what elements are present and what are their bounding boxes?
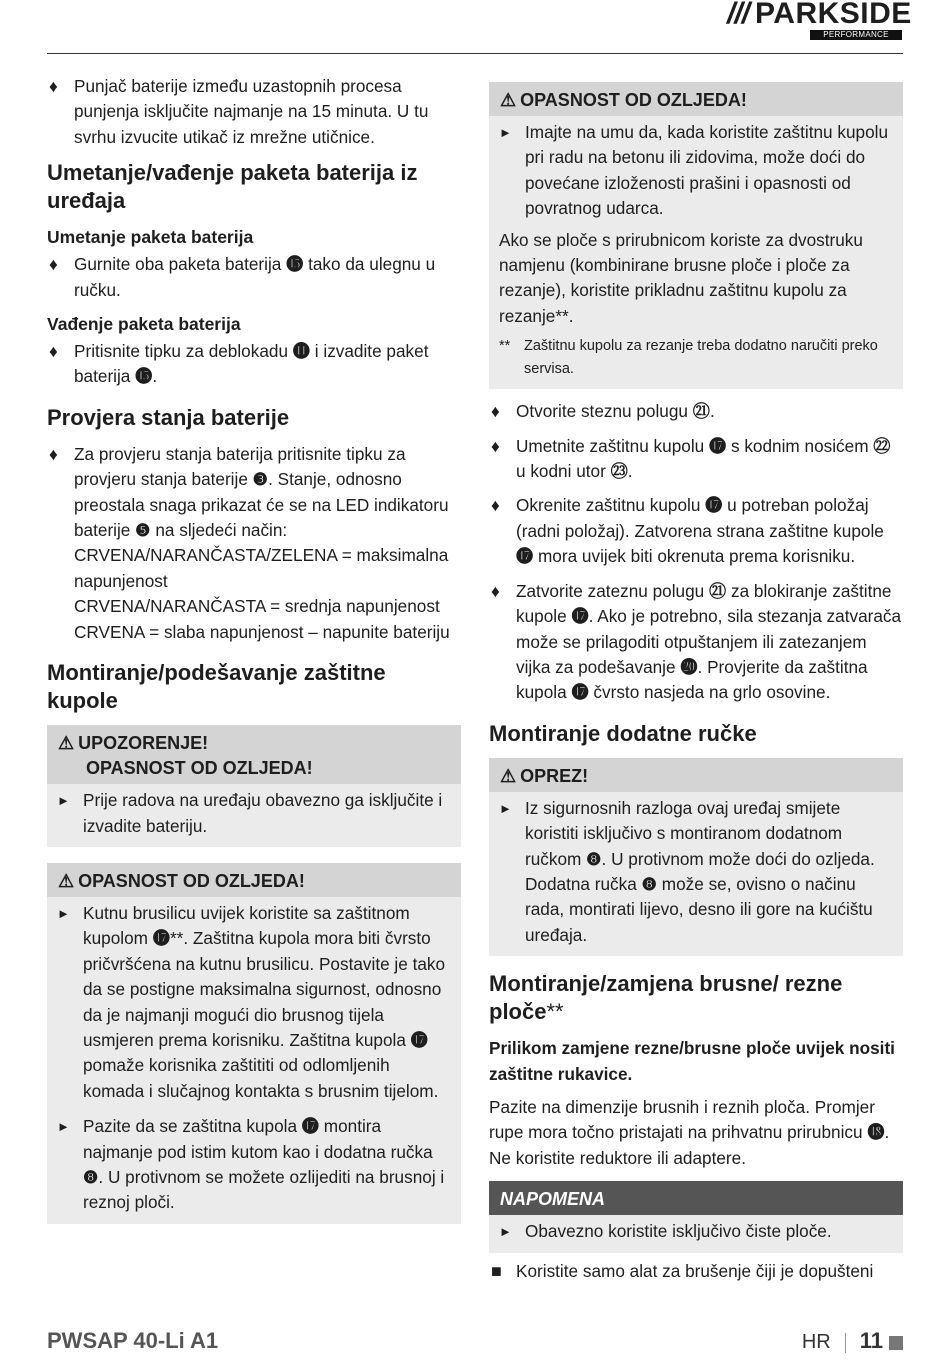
section-heading: Umetanje/vađenje paketa baterija iz uređaja xyxy=(47,160,418,214)
section-heading: Montiranje/zamjena brusne/ rezne ploče** xyxy=(489,971,843,1025)
part-number: ㉑ xyxy=(692,401,710,422)
list-item: ► Iz sigurnosnih razloga ovaj uređaj smijete koristiti isključivo s montiranom dodatnom ručkom ❽. U protivnom može doći do ozljeda. Dodatna ručka ❽ može se, ovisno o načinu rada, montirati lijevo, desno ili gore na kućištu uređaja. xyxy=(499,797,875,945)
list-item: ♦ Umetnite zaštitnu kupolu ⓱ s kodnim nosićem ㉒ u kodni utor ㉓. xyxy=(491,435,891,482)
subsection-heading: Vađenje paketa baterija xyxy=(47,314,241,335)
part-number: ❽ xyxy=(586,848,602,869)
list-item: ♦ Pritisnite tipku za deblokadu ⓫ i izvadite paket baterija ⓯. xyxy=(49,341,429,387)
warning-header: ⚠ OPASNOST OD OZLJEDA! xyxy=(489,82,903,116)
part-number: ⓴ xyxy=(680,656,698,677)
page-number: 11 xyxy=(859,1328,883,1353)
list-item: ♦ Punjač baterije između uzastopnih procesa punjenja isključite najmanje na 15 minuta. U tu svrhu izvucite utikač iz mrežne utičnice. xyxy=(49,76,429,147)
list-item: ► Obavezno koristite isključivo čiste ploče. xyxy=(499,1219,893,1244)
diamond-bullet-icon: ♦ xyxy=(49,254,58,275)
warning-header: ⚠ UPOZORENJE! OPASNOST OD OZLJEDA! xyxy=(47,725,461,784)
arrow-bullet-icon: ► xyxy=(499,1224,512,1240)
list-item: ■ Koristite samo alat za brušenje čiji je dopušteni xyxy=(489,1259,903,1284)
arrow-bullet-icon: ► xyxy=(499,125,512,140)
subsection-heading: Umetanje paketa baterija xyxy=(47,227,254,248)
right-column xyxy=(489,82,903,1293)
warning-triangle-icon: ⚠ xyxy=(58,733,75,754)
note-box xyxy=(489,1181,903,1252)
part-number: ⓱ xyxy=(152,928,170,949)
caution-box xyxy=(489,758,903,956)
caution-header: ⚠ OPREZ! xyxy=(489,758,903,792)
part-number: ⓱ xyxy=(410,1029,428,1050)
model-name: PWSAP 40-Li A1 xyxy=(47,1328,219,1353)
arrow-bullet-icon: ► xyxy=(57,905,70,921)
list-item: ♦ Za provjeru stanja baterija pritisnite tipku za provjeru stanja baterije ❸. Stanje, odnosno preostala snaga prikazat će se na LED indikatoru baterije ❺ na sljedeći način: CRVENA/NARANČASTA/ZELENA = maksimalna napunjenost CRVENA/NARANČASTA = srednja napunjenost CRVENA = slaba napunjenost – napunite bateriju xyxy=(49,443,450,642)
list-item: ♦ Okrenite zaštitnu kupolu ⓱ u potreban položaj (radni položaj). Zatvorena strana zaštitne kupole ⓱ mora uvijek biti okrenuta prema korisniku. xyxy=(491,495,884,567)
warning-triangle-icon: ⚠ xyxy=(500,90,517,110)
part-number: ❺ xyxy=(135,520,151,541)
section-heading: Montiranje/podešavanje zaštitne kupole xyxy=(47,660,386,714)
diamond-bullet-icon: ♦ xyxy=(491,435,500,456)
language-code: HR xyxy=(801,1331,831,1353)
list-item: ► Kutnu brusilicu uvijek koristite sa zaštitnom kupolom ⓱**. Zaštitna kupola mora biti čvrsto pričvršćena na kutnu brusilicu. Postavite je tako da se postigne maksimalna sigurnost, odnosno da je najmanji mogući dio brusnog tijela usmjeren prema korisniku. Zaštitna kupola ⓱ pomaže korisnika zaštititi od odlomljenih komada i slučajnog kontakta s brusnim tijelom. xyxy=(57,902,446,1101)
parkside-logo xyxy=(727,0,912,40)
square-bullet-icon: ■ xyxy=(491,1260,502,1281)
diamond-bullet-icon: ♦ xyxy=(491,401,500,422)
warning-box xyxy=(47,725,461,847)
battery-level-low: CRVENA = slaba napunjenost – napunite bateriju xyxy=(74,621,450,642)
part-number: ⓱ xyxy=(571,606,589,627)
diamond-bullet-icon: ♦ xyxy=(49,76,58,96)
list-item: ► Imajte na umu da, kada koristite zaštitnu kupolu pri radu na betonu ili zidovima, može doći do povećane izloženosti prašini i opasnosti od povratnog udarca. xyxy=(499,122,889,219)
part-number: ❽ xyxy=(83,1166,99,1187)
section-heading: Montiranje dodatne ručke xyxy=(489,720,757,746)
header-divider xyxy=(47,53,903,54)
part-number: ⓱ xyxy=(705,495,723,516)
warning-box xyxy=(47,863,461,1224)
part-number: ⓱ xyxy=(301,1116,319,1137)
part-number: ❸ xyxy=(252,469,269,490)
battery-level-medium: CRVENA/NARANČASTA = srednja napunjenost xyxy=(74,596,440,617)
list-item: ► Prije radova na uređaju obavezno ga isključite i izvadite bateriju. xyxy=(57,790,443,836)
list-item: ► Pazite da se zaštitna kupola ⓱ montira najmanje pod istim kutom kao i dodatna ručka ❽. U protivnom se možete ozlijediti na brusnoj i reznoj ploči. xyxy=(57,1116,445,1213)
section-heading: Provjera stanja baterije xyxy=(47,404,290,430)
arrow-bullet-icon: ► xyxy=(57,1119,70,1135)
part-number: ㉑ xyxy=(709,580,727,601)
part-number: ⓯ xyxy=(135,366,153,387)
part-number: ⓫ xyxy=(292,341,310,362)
part-number: ⓲ xyxy=(867,1122,885,1143)
footer-separator xyxy=(845,1333,846,1353)
list-item: ♦ Zatvorite zateznu polugu ㉑ za blokiranje zaštitne kupole ⓱. Ako je potrebno, sila stezanja zatvarača može se prilagoditi otpuštanjem ili zatezanjem vijka za podešavanje ⓴. Provjerite da zaštitna kupola ⓱ čvrsto nasjeda na grlo osovine. xyxy=(491,580,902,703)
arrow-bullet-icon: ► xyxy=(57,793,70,809)
part-number: ⓱ xyxy=(708,435,727,456)
footnote: ** Zaštitnu kupolu za rezanje treba dodatno naručiti preko servisa. xyxy=(499,338,878,378)
diamond-bullet-icon: ♦ xyxy=(49,341,58,362)
part-number: ㉒ xyxy=(873,435,891,456)
logo-subline: PERFORMANCE xyxy=(810,30,902,40)
diamond-bullet-icon: ♦ xyxy=(491,580,500,601)
list-item: ♦ Gurnite oba paketa baterija ⓯ tako da ulegnu u ručku. xyxy=(49,254,436,300)
part-number: ❽ xyxy=(641,873,657,894)
part-number: ⓱ xyxy=(516,546,534,567)
battery-level-full: CRVENA/NARANČASTA/ZELENA = maksimalna napunjenost xyxy=(74,545,449,591)
page-footer xyxy=(47,1328,903,1358)
list-item: ♦ Otvorite steznu polugu ㉑. xyxy=(489,399,903,424)
part-number: ㉓ xyxy=(610,461,628,482)
logo-wordmark: /// PARKSIDE xyxy=(727,0,912,30)
warning-header: ⚠ OPASNOST OD OZLJEDA! xyxy=(47,863,461,897)
warning-triangle-icon: ⚠ xyxy=(500,765,517,786)
note-header: NAPOMENA xyxy=(489,1181,903,1215)
arrow-bullet-icon: ► xyxy=(499,800,512,816)
bold-instruction: Prilikom zamjene rezne/brusne ploče uvijek nositi zaštitne rukavice. xyxy=(489,1038,895,1084)
square-marker-icon xyxy=(889,1336,903,1350)
left-column xyxy=(47,74,461,1234)
part-number: ⓯ xyxy=(286,254,304,275)
paragraph: Pazite na dimenzije brusnih i reznih ploča. Promjer rupe mora točno pristajati na prihvatnu prirubnicu ⓲. Ne koristite reduktore ili adaptere. xyxy=(489,1096,890,1168)
diamond-bullet-icon: ♦ xyxy=(491,495,500,516)
diamond-bullet-icon: ♦ xyxy=(49,443,58,464)
warning-box xyxy=(489,82,903,389)
warning-paragraph: Ako se ploče s prirubnicom koriste za dvostruku namjenu (kombinirane brusne ploče i ploče za rezanje), koristite prikladnu zaštitnu kupolu za rezanje**. xyxy=(499,229,863,326)
warning-triangle-icon: ⚠ xyxy=(58,870,75,891)
part-number: ⓱ xyxy=(571,682,589,703)
